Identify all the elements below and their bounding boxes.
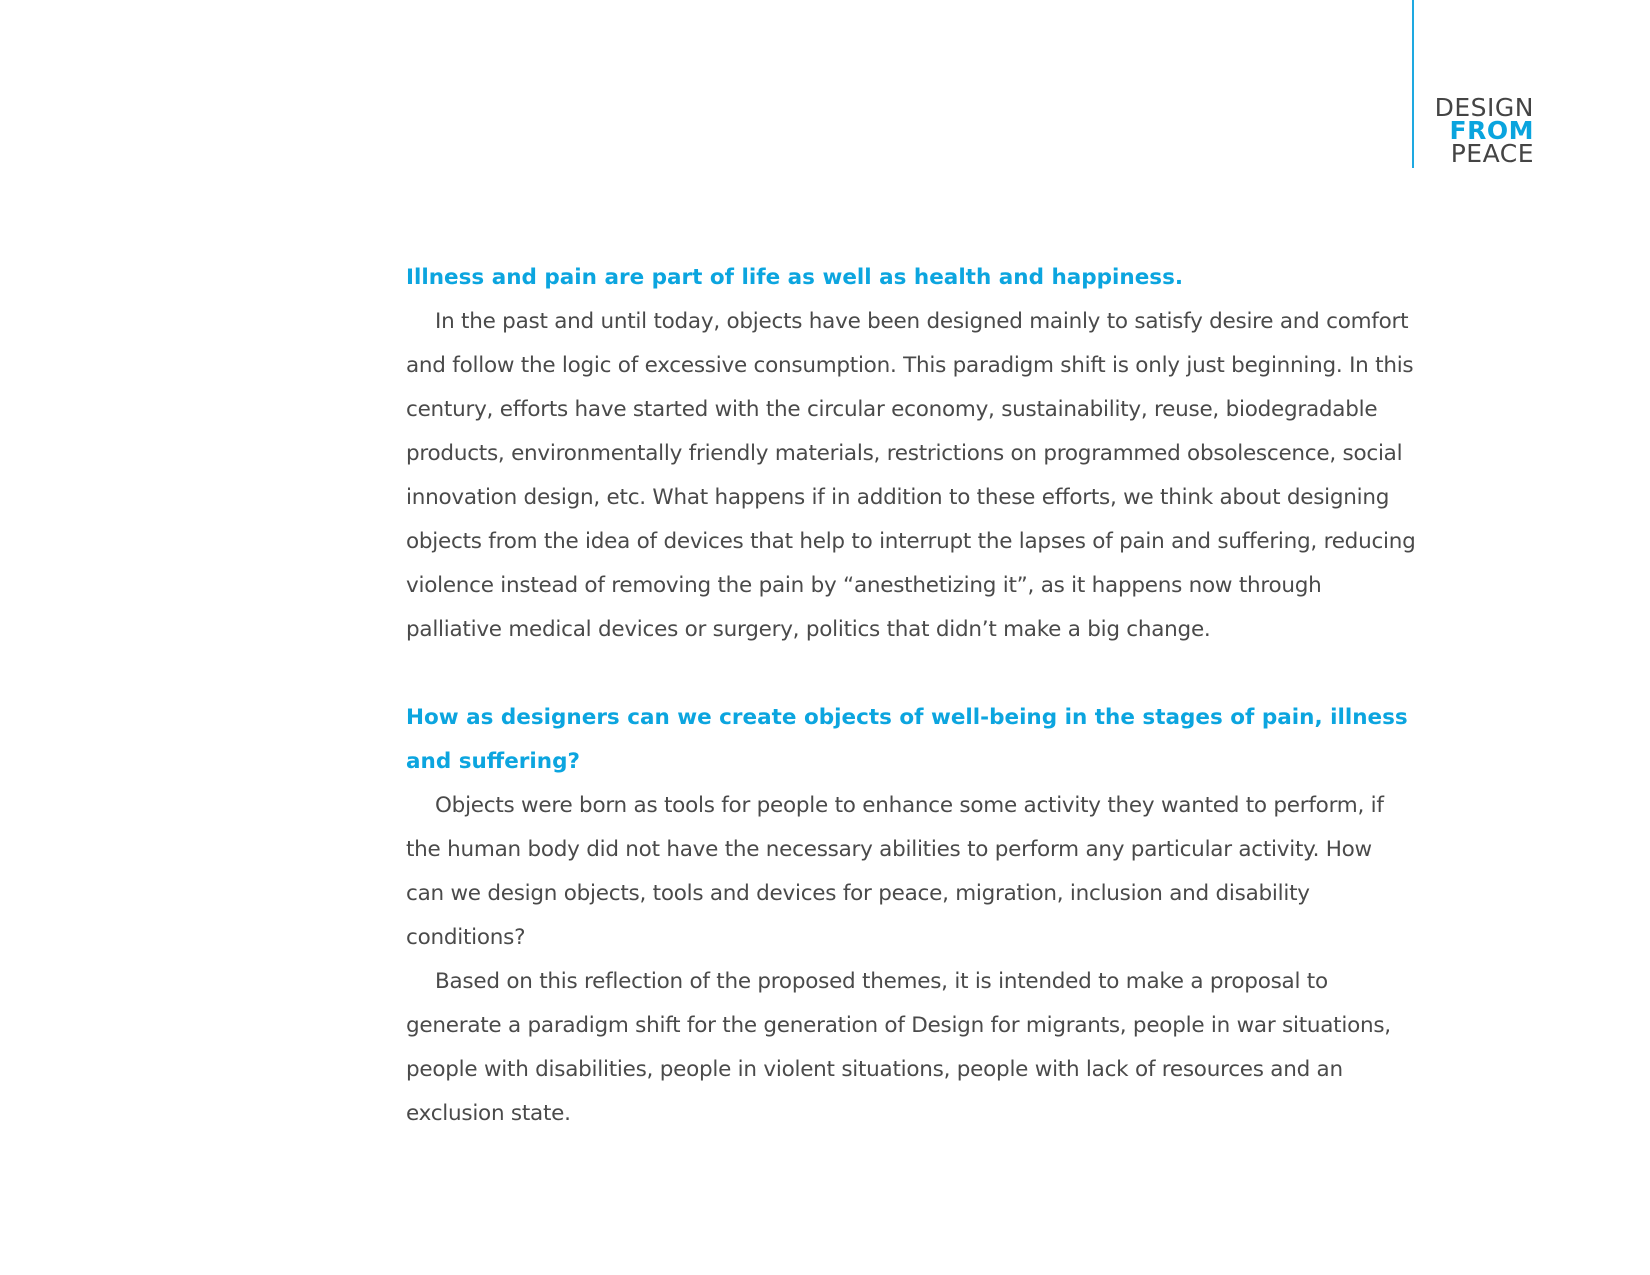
section1-paragraph: In the past and until today, objects have been designed mainly to satisfy desire and comfort and follow the logic of excessive consumption. This paradigm shift is only just beginning. In this century, efforts have started with the circular economy, sustainability, reuse, biodegradable products, environmentally friendly materials, restrictions on programmed obsolescence, social innovation design, etc. What happens if in addition to these efforts, we think about designing objects from the idea of devices that help to interrupt the lapses of pain and suffering, reducing violence instead of removing the pain by “anesthetizing it”, as it happens now through palliative medical devices or surgery, politics that didn’t make a big change.: [406, 309, 1416, 642]
brand-divider: [1412, 0, 1414, 168]
section-spacer: [406, 652, 1416, 696]
brand-logo: [1434, 93, 1534, 168]
section2-heading: How as designers can we create objects of well-being in the stages of pain, illness and suffering?: [406, 705, 1408, 774]
document-body: [406, 256, 1416, 1136]
brand-line-from: FROM: [1449, 116, 1534, 145]
section2-paragraph-1: Objects were born as tools for people to enhance some activity they wanted to perform, if the human body did not have the necessary abilities to perform any particular activity. How can we design objects, tools and devices for peace, migration, inclusion and disability conditions?: [406, 793, 1384, 950]
section2-paragraph-2: Based on this reflection of the proposed themes, it is intended to make a proposal to generate a paradigm shift for the generation of Design for migrants, people in war situations, people with disabilities, people in violent situations, people with lack of resources and an exclusion state.: [406, 969, 1391, 1126]
brand-line-design: DESIGN: [1434, 93, 1534, 122]
brand-line-peace: PEACE: [1450, 139, 1534, 168]
section1-heading: Illness and pain are part of life as well as health and happiness.: [406, 265, 1184, 290]
